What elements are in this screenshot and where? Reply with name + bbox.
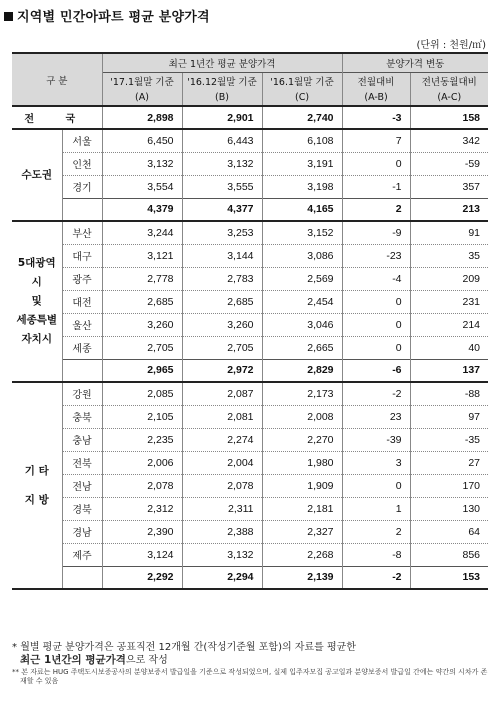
header-col-d: 전월대비 [342,72,410,89]
region-label-line: 자치시 [21,333,52,345]
table-row [12,543,488,566]
footnote-1-strong: 최근 1년간의 평균가격 [20,654,126,666]
footnote-2-text: 본 자료는 HUG 주택도시보증공사의 분양보증서 발급일을 기준으로 작성되었으며, 실제 입주자모집 공고일과 분양보증서 발급일 간에는 약간의 시차가 존재할 수 있음 [20,668,488,685]
cell-b: 2,078 [182,474,262,497]
city-name: 강원 [62,382,102,405]
table-row [12,221,488,244]
cell-c: 2,008 [262,405,342,428]
cell-a: 3,554 [102,175,182,198]
cell-e: 35 [410,244,488,267]
national-row [12,106,488,129]
cell-b: 2,274 [182,428,262,451]
city-name: 경북 [62,497,102,520]
subtotal-blank [62,566,102,589]
table-row [12,313,488,336]
table-row [12,152,488,175]
cell-a: 6,450 [102,129,182,152]
region-label-line: 세종특별 [16,314,58,326]
cell-a: 2,078 [102,474,182,497]
cell-b: 6,443 [182,129,262,152]
header-col-b: '16.12월말 기준 [182,72,262,89]
cell-c: 1,909 [262,474,342,497]
subtotal-blank [62,198,102,221]
cell-e: 64 [410,520,488,543]
cell-b: 3,253 [182,221,262,244]
cell-c: 2,173 [262,382,342,405]
table-row [12,428,488,451]
city-name: 전북 [62,451,102,474]
cell-d: -39 [342,428,410,451]
cell-c: 3,046 [262,313,342,336]
cell-d: 1 [342,497,410,520]
subtotal-cell-d: -6 [342,359,410,382]
cell-a: 2,705 [102,336,182,359]
subtotal-row [12,359,488,382]
cell-c: 3,198 [262,175,342,198]
table-row [12,175,488,198]
cell-e: 130 [410,497,488,520]
subtotal-cell-a: 4,379 [102,198,182,221]
cell-d: -1 [342,175,410,198]
region-label [12,221,62,382]
subtotal-blank [62,359,102,382]
cell-c: 2,268 [262,543,342,566]
subtotal-cell-d: 2 [342,198,410,221]
subtotal-cell-c: 4,165 [262,198,342,221]
cell-c: 2,665 [262,336,342,359]
table-row [12,290,488,313]
city-name: 대전 [62,290,102,313]
cell-b: 2,388 [182,520,262,543]
footnote-2-mark: ** [12,668,19,676]
region-label [12,382,62,589]
city-name: 충북 [62,405,102,428]
subtotal-cell-d: -2 [342,566,410,589]
cell-e: 27 [410,451,488,474]
cell-d: 0 [342,474,410,497]
table-row [12,520,488,543]
subtotal-row [12,198,488,221]
city-name: 경남 [62,520,102,543]
subtotal-cell-c: 2,829 [262,359,342,382]
subtotal-cell-b: 2,972 [182,359,262,382]
page-title [4,6,210,25]
header-col-c-sub: (C) [262,89,342,106]
cell-e: 97 [410,405,488,428]
region-label-line: 5대광역시 [17,257,56,288]
cell-c: 2,454 [262,290,342,313]
cell-e: 209 [410,267,488,290]
cell-a: 2,235 [102,428,182,451]
city-name: 경기 [62,175,102,198]
cell-b: 2,705 [182,336,262,359]
cell-a: 2,105 [102,405,182,428]
subtotal-cell-b: 4,377 [182,198,262,221]
cell-a: 2,778 [102,267,182,290]
cell-b: 2,783 [182,267,262,290]
city-name: 대구 [62,244,102,267]
cell-d: -9 [342,221,410,244]
cell-a: 3,244 [102,221,182,244]
cell-d: 23 [342,405,410,428]
cell-c: 6,108 [262,129,342,152]
cell-c: 2,740 [262,106,342,129]
cell-d: 7 [342,129,410,152]
unit-label: (단위 : 천원/㎡) [416,40,486,51]
cell-c: 2,181 [262,497,342,520]
cell-e: 91 [410,221,488,244]
cell-d: 0 [342,290,410,313]
cell-a: 3,121 [102,244,182,267]
cell-a: 3,132 [102,152,182,175]
cell-d: -2 [342,382,410,405]
header-col-c: '16.1월말 기준 [262,72,342,89]
cell-a: 2,085 [102,382,182,405]
cell-a: 2,006 [102,451,182,474]
cell-d: 0 [342,313,410,336]
footnote-1-text: 월별 평균 분양가격은 공표직전 12개월 간(작성기준월 포함)의 자료를 평균한 [20,642,356,653]
cell-c: 3,191 [262,152,342,175]
cell-e: 170 [410,474,488,497]
table-row [12,474,488,497]
cell-e: -59 [410,152,488,175]
table-row [12,382,488,405]
footnote-1-mark: * [12,642,17,653]
cell-c: 3,152 [262,221,342,244]
table-row [12,129,488,152]
cell-e: 40 [410,336,488,359]
header-col-b-sub: (B) [182,89,262,106]
region-label-line: 및 [31,295,42,307]
footnote-2 [12,668,492,686]
footnotes [12,641,492,686]
table-row [12,244,488,267]
cell-c: 2,569 [262,267,342,290]
footnote-1 [12,641,492,667]
subtotal-row [12,566,488,589]
city-name: 인천 [62,152,102,175]
cell-c: 2,270 [262,428,342,451]
cell-d: 0 [342,336,410,359]
cell-b: 2,087 [182,382,262,405]
cell-a: 3,260 [102,313,182,336]
cell-b: 2,004 [182,451,262,474]
cell-b: 2,685 [182,290,262,313]
price-table [12,52,488,590]
subtotal-cell-a: 2,965 [102,359,182,382]
cell-a: 2,390 [102,520,182,543]
cell-d: 2 [342,520,410,543]
cell-b: 3,260 [182,313,262,336]
city-name: 서울 [62,129,102,152]
cell-b: 3,144 [182,244,262,267]
header-group-price-change: 분양가격 변동 [342,53,488,72]
cell-c: 1,980 [262,451,342,474]
cell-a: 2,898 [102,106,182,129]
cell-e: 158 [410,106,488,129]
header-col-d-sub: (A-B) [342,89,410,106]
region-label-line: 지 방 [24,493,49,506]
cell-e: 214 [410,313,488,336]
cell-c: 3,086 [262,244,342,267]
cell-c: 2,327 [262,520,342,543]
title-text: 지역별 민간아파트 평균 분양가격 [17,10,210,25]
square-bullet-icon [4,12,13,21]
cell-d: 3 [342,451,410,474]
table-row [12,267,488,290]
cell-b: 3,555 [182,175,262,198]
subtotal-cell-c: 2,139 [262,566,342,589]
cell-a: 3,124 [102,543,182,566]
city-name: 광주 [62,267,102,290]
subtotal-cell-e: 153 [410,566,488,589]
cell-d: -23 [342,244,410,267]
header-col-a: '17.1월말 기준 [102,72,182,89]
cell-e: 342 [410,129,488,152]
header-group-avg-price: 최근 1년간 평균 분양가격 [102,53,342,72]
cell-b: 3,132 [182,152,262,175]
cell-e: -88 [410,382,488,405]
subtotal-cell-a: 2,292 [102,566,182,589]
cell-a: 2,685 [102,290,182,313]
subtotal-cell-b: 2,294 [182,566,262,589]
cell-e: -35 [410,428,488,451]
header-col-a-sub: (A) [102,89,182,106]
footnote-1-tail: 으로 작성 [125,655,168,666]
city-name: 충남 [62,428,102,451]
city-name: 전남 [62,474,102,497]
city-name: 울산 [62,313,102,336]
cell-d: 0 [342,152,410,175]
cell-a: 2,312 [102,497,182,520]
cell-e: 357 [410,175,488,198]
cell-e: 231 [410,290,488,313]
subtotal-cell-e: 213 [410,198,488,221]
header-col-e: 전년동월대비 [410,72,488,89]
national-label: 전 국 [24,114,90,125]
region-label-line: 기 타 [24,464,49,477]
header-col-e-sub: (A-C) [410,89,488,106]
table-row [12,497,488,520]
city-name: 제주 [62,543,102,566]
cell-b: 3,132 [182,543,262,566]
header-category: 구 분 [12,53,102,106]
cell-b: 2,311 [182,497,262,520]
table-row [12,451,488,474]
city-name: 세종 [62,336,102,359]
table-row [12,405,488,428]
cell-d: -3 [342,106,410,129]
cell-b: 2,901 [182,106,262,129]
region-label: 수도권 [21,168,52,181]
cell-b: 2,081 [182,405,262,428]
cell-e: 856 [410,543,488,566]
table-row [12,336,488,359]
city-name: 부산 [62,221,102,244]
cell-d: -4 [342,267,410,290]
cell-d: -8 [342,543,410,566]
subtotal-cell-e: 137 [410,359,488,382]
